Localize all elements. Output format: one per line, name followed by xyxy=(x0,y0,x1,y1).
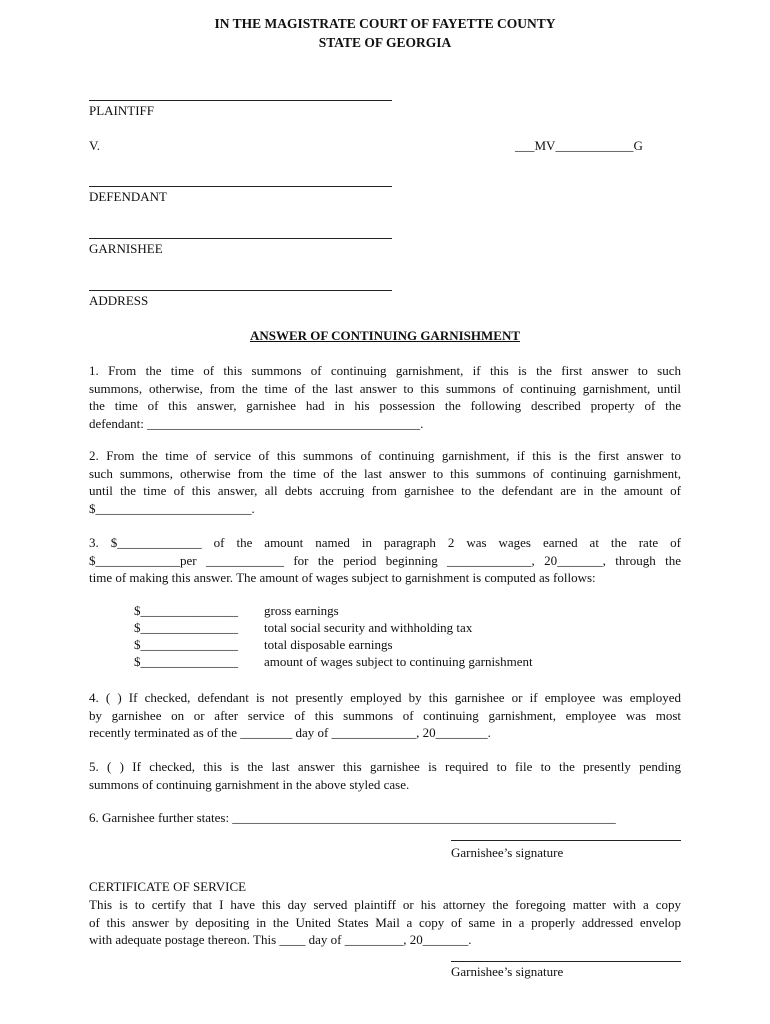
state-heading: STATE OF GEORGIA xyxy=(318,35,452,50)
wage-amount-field[interactable]: $_______________ xyxy=(134,637,238,652)
wage-row-subject xyxy=(134,654,533,670)
wage-amount-field[interactable]: $_______________ xyxy=(134,654,238,669)
document-title: ANSWER OF CONTINUING GARNISHMENT xyxy=(249,328,521,343)
paragraph-3-line: time of making this answer. The amount of wages subject to garnishment is computed as follows: xyxy=(89,570,596,585)
paragraph-4-line: by garnishee on or after service of this summons of continuing garnishment, employee was most xyxy=(89,707,681,723)
paragraph-2-line: 2. From the time of service of this summons of continuing garnishment, if this is the first answer to xyxy=(89,448,681,463)
paragraph-4 xyxy=(89,689,681,742)
paragraph-2-line: until the time of this answer, all debts accruing from garnishee to the defendant are in the amount of xyxy=(89,483,681,498)
paragraph-2 xyxy=(89,447,681,517)
paragraph-1-line: the time of this answer, garnishee had in his possession the following described property of the xyxy=(89,398,681,413)
paragraph-4-line[interactable]: recently terminated as of the ________ day of _____________, 20________. xyxy=(89,725,491,740)
case-number-field[interactable]: ___MV____________G xyxy=(515,138,643,153)
wage-amount-field[interactable]: $_______________ xyxy=(134,603,238,618)
paragraph-3-line[interactable]: $_____________per ____________ for the period beginning _____________, 20_______, through the xyxy=(89,552,681,568)
certificate-line: of this answer by depositing in the United States Mail a copy of same in a properly addressed envelop xyxy=(89,914,681,930)
paragraph-1-line: 1. From the time of this summons of continuing garnishment, if this is the first answer to such xyxy=(89,363,681,378)
paragraph-2-line: such summons, otherwise from the time of the last answer to this summons of continuing garnishment, xyxy=(89,465,681,481)
paragraph-4-line[interactable]: 4. ( ) If checked, defendant is not presently employed by this garnishee or if employee was employed xyxy=(89,690,681,705)
wage-row-disposable xyxy=(134,637,393,653)
wage-amount-field[interactable]: $_______________ xyxy=(134,620,238,635)
paragraph-2-line[interactable]: $________________________. xyxy=(89,500,255,516)
certificate-line[interactable]: with adequate postage thereon. This ____ day of _________, 20_______. xyxy=(89,932,472,947)
paragraph-5-line[interactable]: 5. ( ) If checked, this is the last answer this garnishee is required to file to the presently pending xyxy=(89,759,681,774)
certificate-text xyxy=(89,896,681,949)
paragraph-1-line[interactable]: defendant: __________________________________________. xyxy=(89,415,424,431)
court-heading: IN THE MAGISTRATE COURT OF FAYETTE COUNTY xyxy=(214,16,556,31)
paragraph-5 xyxy=(89,758,681,793)
signature-line-2[interactable] xyxy=(451,961,681,962)
signature-line-1[interactable] xyxy=(451,840,681,841)
wage-row-gross xyxy=(134,603,339,619)
wage-label: gross earnings xyxy=(264,603,339,618)
paragraph-6[interactable]: 6. Garnishee further states: ___________________________________________________________ xyxy=(89,810,616,825)
plaintiff-line[interactable] xyxy=(89,100,392,101)
wage-label: total disposable earnings xyxy=(264,637,393,652)
paragraph-5-line: summons of continuing garnishment in the above styled case. xyxy=(89,776,410,792)
defendant-label: DEFENDANT xyxy=(89,189,167,204)
address-line[interactable] xyxy=(89,290,392,291)
signature-label-1: Garnishee’s signature xyxy=(451,845,564,860)
wage-label: total social security and withholding tax xyxy=(264,620,473,635)
paragraph-1 xyxy=(89,362,681,432)
signature-label-2: Garnishee’s signature xyxy=(451,964,564,979)
garnishee-label: GARNISHEE xyxy=(89,241,163,256)
paragraph-1-line: summons, otherwise, from the time of the last answer to this summons of continuing garnishment, until xyxy=(89,380,681,396)
address-label: ADDRESS xyxy=(89,293,149,308)
wage-label: amount of wages subject to continuing garnishment xyxy=(264,654,533,669)
defendant-line[interactable] xyxy=(89,186,392,187)
paragraph-3 xyxy=(89,534,681,587)
paragraph-3-line[interactable]: 3. $_____________ of the amount named in paragraph 2 was wages earned at the rate of xyxy=(89,535,681,550)
plaintiff-label: PLAINTIFF xyxy=(89,103,155,118)
certificate-heading: CERTIFICATE OF SERVICE xyxy=(89,879,247,894)
certificate-line: This is to certify that I have this day served plaintiff or his attorney the foregoing matter with a copy xyxy=(89,897,681,912)
versus-label: V. xyxy=(89,138,100,153)
garnishee-line[interactable] xyxy=(89,238,392,239)
wage-row-tax xyxy=(134,620,472,636)
